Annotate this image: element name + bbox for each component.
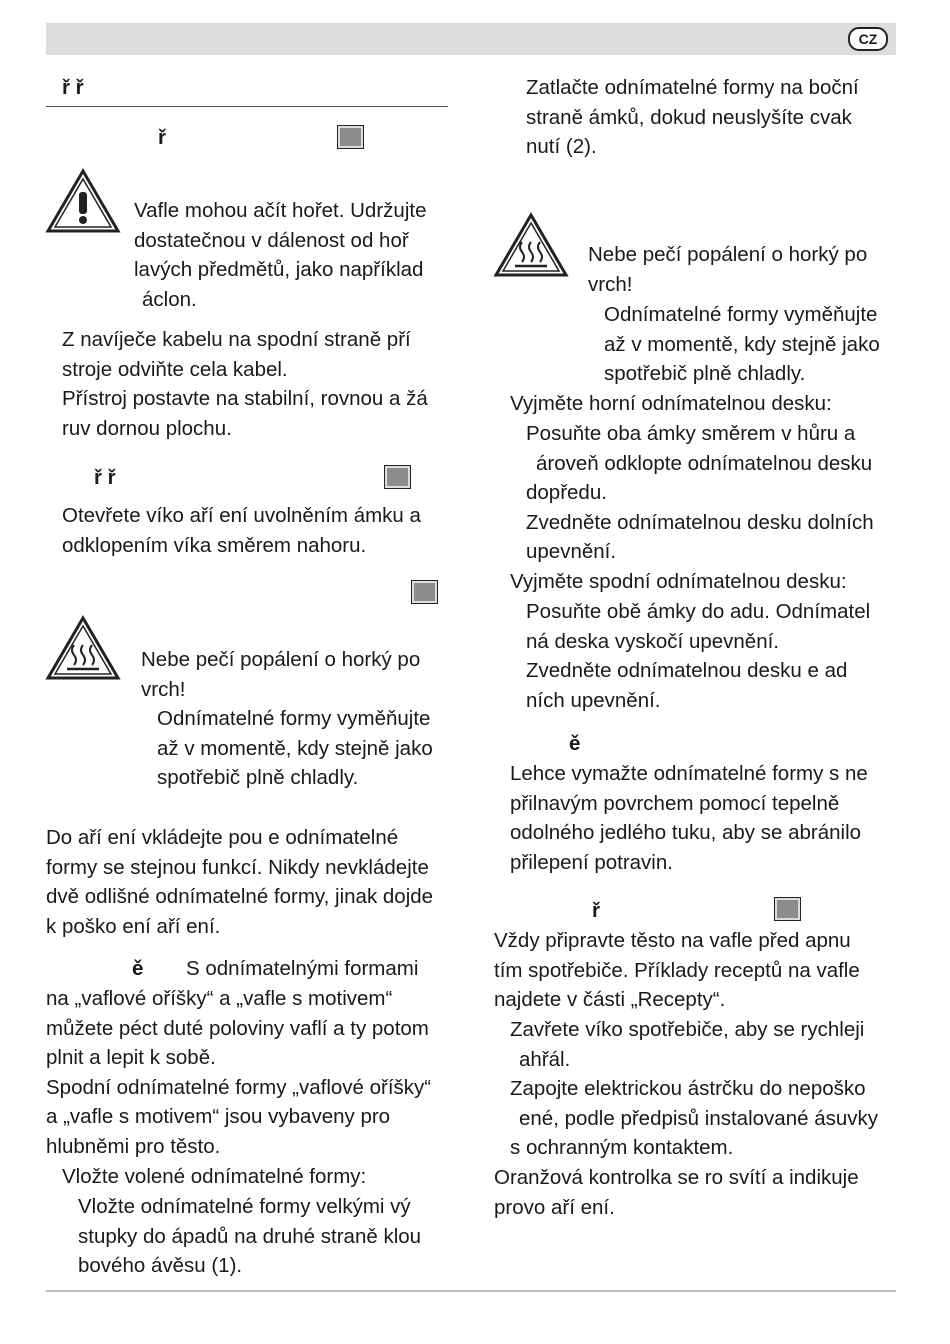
warning-text-hot (588, 240, 888, 299)
text-line: dostatečnou v dálenost od hoř (134, 228, 409, 252)
subheading-care: ě (569, 732, 581, 755)
text-line: Nebe pečí popálení o horký po (588, 243, 868, 266)
step-remove-upper (510, 389, 896, 419)
text-line: ahřál. (519, 1047, 571, 1071)
text-line: provo aří ení. (494, 1195, 615, 1219)
text-line: áclon. (142, 287, 197, 311)
text-line: Z navíječe kabelu na spodní straně pří (62, 328, 411, 351)
text-line: Vyjměte horní odnímatelnou desku: (510, 392, 832, 415)
text-line: formy se stejnou funkcí. Nikdy nevkládejte (46, 855, 429, 879)
text-line: upevnění. (526, 540, 617, 564)
step-insert-detail (78, 1192, 442, 1281)
header-bar (46, 23, 896, 55)
text-line: Do aří ení vkládejte pou e odnímatelné (46, 826, 399, 849)
text-line: tím spotřebiče. Příklady receptů na vafle (494, 958, 860, 982)
text-line: Vložte volené odnímatelné formy: (62, 1165, 367, 1188)
text-line: Zvedněte odnímatelnou desku e ad (526, 659, 848, 683)
paragraph-open-lid (62, 501, 452, 560)
text-line: Posuňte obě ámky do adu. Odnímatel (526, 600, 871, 623)
text-line: Posuňte oba ámky směrem v hůru a (526, 422, 856, 445)
paragraph-press-forms (526, 73, 896, 162)
text-line: Otevřete víko aří ení uvolněním ámku a (62, 504, 421, 527)
paragraph-nut-line1 (186, 954, 448, 984)
text-line: ruv dornou plochu. (62, 416, 232, 440)
text-line: straně ámků, dokud neuslyšíte cvak (526, 105, 852, 129)
text-line: Vždy připravte těsto na vafle před apnu (494, 929, 851, 952)
paragraph-same-function (46, 823, 448, 941)
text-line: spotřebič plně chladly. (157, 766, 359, 790)
text-line: odklopením víka směrem nahoru. (62, 533, 367, 557)
text-line: Vyjměte spodní odnímatelnou desku: (510, 570, 847, 593)
text-line: vrch! (588, 272, 633, 296)
text-line: a „vafle s motivem“ jsou vybaveny pro (46, 1105, 391, 1129)
text-line: Zatlačte odnímatelné formy na boční (526, 76, 859, 99)
step-close-lid (510, 1015, 896, 1074)
warning-text-hot (141, 645, 441, 704)
paragraph-cable (62, 325, 442, 443)
text-line: ené, podle předpisů instalované ásuvky (519, 1106, 878, 1130)
text-line: až v momentě, kdy stejně jako (157, 736, 433, 760)
square-marker (411, 580, 438, 604)
step-insert (62, 1162, 448, 1192)
text-line: stupky do ápadů na druhé straně klou (78, 1224, 422, 1248)
section-heading: ř ř (62, 76, 84, 99)
square-marker (384, 465, 411, 489)
language-badge: CZ (848, 27, 888, 51)
paragraph-nut (46, 984, 448, 1162)
warning-subtext-hot (604, 300, 896, 389)
paragraph-batter (494, 926, 896, 1015)
text-line: Vafle mohou ačít hořet. Udržujte (134, 199, 427, 222)
text-line: ná deska vyskočí upevnění. (526, 629, 779, 653)
hot-surface-icon (45, 615, 121, 681)
text-line: stroje odviňte cela kabel. (62, 357, 288, 381)
text-line: plnit a lepit k sobě. (46, 1046, 216, 1070)
text-line: až v momentě, kdy stejně jako (604, 332, 880, 356)
text-line: odolného jedlého tuku, aby se abránilo (510, 821, 862, 845)
square-marker (774, 897, 801, 921)
step-remove-lower-detail (526, 597, 888, 715)
text-line: s ochranným kontaktem. (510, 1136, 734, 1160)
text-line: Lehce vymažte odnímatelné formy s ne (510, 762, 868, 785)
text-line: lavých předmětů, jako například (134, 258, 424, 282)
text-line: bového ávěsu (1). (78, 1254, 243, 1278)
warning-triangle-icon (45, 168, 121, 234)
step-remove-upper-detail (526, 419, 896, 567)
subheading-setup: ř (158, 126, 166, 149)
text-line: Zapojte elektrickou ástrčku do nepoško (510, 1077, 866, 1100)
square-marker (337, 125, 364, 149)
note-marker: ě (132, 957, 144, 980)
text-line: S odnímatelnými formami (186, 957, 419, 980)
text-line: na „vaflové oříšky“ a „vafle s motivem“ (46, 987, 393, 1010)
text-line: Přístroj postavte na stabilní, rovnou a žá (62, 387, 428, 411)
text-line: dvě odlišné odnímatelné formy, jinak dojde (46, 885, 434, 909)
text-line: ních upevnění. (526, 688, 661, 712)
text-line: Vložte odnímatelné formy velkými vý (78, 1195, 411, 1218)
subheading-insert: ř ř (94, 466, 116, 489)
text-line: Odnímatelné formy vyměňujte (604, 303, 878, 326)
heading-divider (46, 106, 448, 107)
text-line: hlubněmi pro těsto. (46, 1134, 221, 1158)
text-line: Oranžová kontrolka se ro svítí a indikuje (494, 1166, 859, 1189)
footer-divider (46, 1290, 896, 1292)
step-plug-in (510, 1074, 896, 1163)
step-remove-lower (510, 567, 896, 597)
text-line: Zvedněte odnímatelnou desku dolních (526, 510, 874, 534)
hot-surface-icon (493, 212, 569, 278)
text-line: přilnavým povrchem pomocí tepelně (510, 791, 840, 815)
text-line: nutí (2). (526, 135, 597, 159)
text-line: ároveň odklopte odnímatelnou desku (536, 451, 873, 475)
text-line: Zavřete víko spotřebiče, aby se rychleji (510, 1018, 865, 1041)
paragraph-indicator (494, 1163, 896, 1222)
paragraph-grease (510, 759, 896, 877)
text-line: dopředu. (526, 481, 607, 505)
text-line: Nebe pečí popálení o horký po (141, 648, 421, 671)
text-line: spotřebič plně chladly. (604, 362, 806, 386)
text-line: najdete v části „Recepty“. (494, 988, 726, 1012)
subheading-prepare: ř (592, 899, 600, 922)
text-line: k poško ení aří ení. (46, 914, 221, 938)
text-line: můžete péct duté poloviny vaflí a ty potom (46, 1016, 429, 1040)
warning-subtext-hot (157, 704, 449, 793)
text-line: Spodní odnímatelné formy „vaflové oříšky“ (46, 1075, 432, 1099)
warning-text-fire (134, 196, 448, 314)
text-line: přilepení potravin. (510, 850, 673, 874)
text-line: Odnímatelné formy vyměňujte (157, 707, 431, 730)
text-line: vrch! (141, 677, 186, 701)
